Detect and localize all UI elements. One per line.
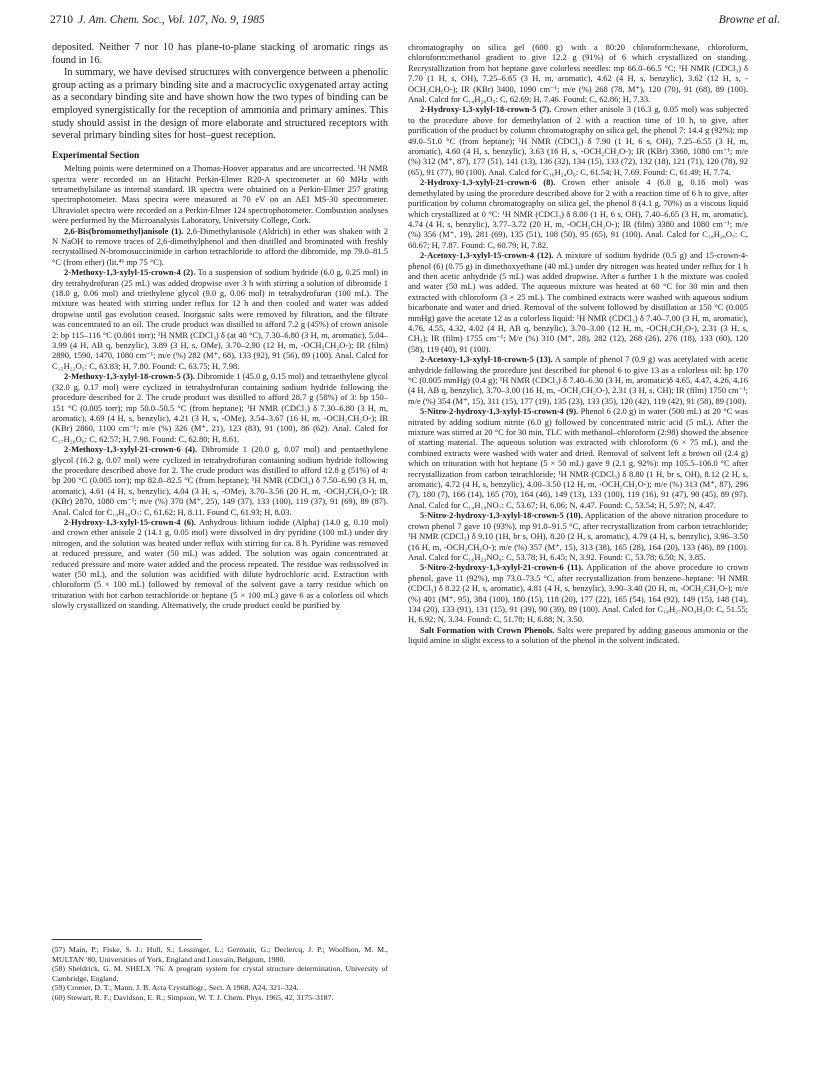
compound-title: 2-Hydroxy-1,3-xylyl-21-crown-6 (8). [420, 177, 556, 188]
procedure-text: Application of the above nitration procedure to crown phenol 7 gave 10 (93%), mp 91.0–91.5 °C, after recrystallization from carbon tetrachloride; ¹H NMR (CDCl₃) δ 9.10 (1H, br s, OH), 8.20 (2 H, s, aromatic), 4.79 (4 H, s, benzylic), 3.96–3.50 (16 H, m, -OCH₂CH₂O-); m/e (%) 357 (M⁺, 15), 313 (38), 165 (28), 164 (20), 133 (46), 89 (100). Anal. Calcd for C₁₆H₂₃NO₈: C, 53.78; H, 6.45; N, 3.92. Found: C, 53.78; 6.50; N, 3.85. [408, 510, 748, 562]
procedure-paragraph [52, 517, 388, 611]
intro-paragraph-2: In summary, we have devised structures with convergence between a phenolic group acting as a primary binding site and a macrocyclic oxygenated array acting as a secondary binding site and have shown how the two types of binding can be employed synergistically for the reception of ammonia and primary amines. This study should assist in the design of more elaborate and structured receptors with several primary binding sites for host–guest reception. [52, 67, 388, 142]
reference-item: (59) Cromer, D. T.; Mann, J. B. Acta Crystallogr., Sect. A 1968, A24, 321–324. [52, 983, 299, 993]
procedure-text: Dibromide 1 (20.0 g, 0.07 mol) and pentaethylene glycol (16.2 g, 0.07 mol) were cyclized in tetrahydrofuran containing sodium hydride following the procedure described above for 2. The crude product was distilled to afford 12.8 g (51%) of 4: bp 200 °C (0.005 torr); mp 82.0–82.5 °C (from heptane); ¹H NMR (CDCl₃) δ 7.50–6.90 (3 H, m, aromatic), 4.61 (4 H, s, benzylic), 4.04 (3 H, s, -OMe), 3.70–3.56 (20 H, m, -OCH₂CH₂O-); IR (KBr) 2870, 1080 cm⁻¹; m/e (%) 370 (M⁺, 25), 149 (37), 133 (100), 119 (37), 91 (69), 89 (87). Anal. Calcd for C₁₉H₃₀O₇: C, 61.62; H, 8.11. Found C, 61.93; H, 8.03. [52, 444, 388, 517]
procedure-text: Phenol 6 (2.0 g) in water (500 mL) at 20 °C was nitrated by adding sodium nitrite (6.0 g) followed by concentrated nitric acid (5 mL). After the mixture was stirred at 20 °C for 30 min, TLC with methanol–chloroform (2:98) showed the absence of starting material. The aqueous solution was extracted with chloroform (6 × 75 mL), and the combined extracts were washed with water and dried. Removal of solvent left a brown oil (2.4 g) which on trituration with hot heptane (5 × 50 mL) gave 9 (2.1 g, 92%): mp 105.5–106.0 °C after recrystallization from carbon tetrachloride; ¹H NMR (CDCl₃) δ 8.80 (1 H, br s, OH), 8.12 (2 H, s, aromatic), 4.72 (4 H, s, benzylic), 4.00–3.50 (12 H, m, -OCH₂CH₂O-); m/e (%) 313 (M⁺, 87), 296 (7), 180 (7), 166 (14), 165 (70), 164 (46), 149 (13), 133 (100), 119 (16), 91 (47), 90 (45), 89 (97). Anal. Calcd for C₁₄H₁₉NO₇: C, 53.67; H, 6.06; N, 4.47. Found: C, 53.54; H, 5.97; N, 4.47. [408, 406, 749, 510]
compound-title: 2-Acetoxy-1,3-xylyl-18-crown-5 (13). [420, 354, 553, 365]
procedure-text: Salts were prepared by adding gaseous ammonia or the liquid amine in slight excess to a solution of the phenol in the solvent indicated. [408, 624, 748, 646]
right-column [408, 42, 748, 646]
journal-citation: J. Am. Chem. Soc., Vol. 107, No. 9, 1985 [78, 14, 265, 26]
procedure-paragraph [52, 444, 388, 517]
procedure-text: A sample of phenol 7 (0.9 g) was acetylated with acetic anhydride following the procedure just described for phenol 6 to give 13 as a colorless oil: bp 170 °C (0.005 mmHg) (0.4 g); ¹H NMR (CDCl₃) δ 7.40–6.30 (3 H, m, aromatic)δ 4.65, 4.47, 4.26, 4.16 (4 H, AB q, benzylic), 3.70–3.00 (16 H, m, -OCH₂CH₂O-), 2.31 (3 H, s, CH); IR (film) 1750 cm⁻¹; m/e (%) 354 (M⁺, 15), 311 (15), 177 (19), 135 (23), 133 (35), 120 (42), 119 (42), 91 (58), 89 (100). [408, 354, 749, 406]
procedure-text: To a suspension of sodium hydride (6.0 g, 0.25 mol) in dry tetrahydrofuran (25 mL) was added dropwise over 3 h with stirring a solution of dibromide 1 (18.0 g, 0.06 mol) and triethylene glycol (9.0 g, 0.06 mol) in tetrahydrofuran (100 mL). The mixture was heated with stirring under reflux for 12 h and then cooled and water was added dropwise until gas evolution ceased. Inorganic salts were removed by filtration, and the filtrate was concentrated to an oil. The crude product was distilled to afford 7.2 g (45%) of crown anisole 2: bp 115–116 °C (0.001 torr); ¹H NMR (CDCl₃) δ (at 40 °C), 7.30–6.80 (3 H, m, aromatic), 5.04–3.99 (4 H, AB q, benzylic), 3.89 (3 H, s, OMe), 3.70–2.90 (12 H, m, -OCH₂CH₂O-); IR (film) 2890, 1590, 1470, 1080 cm⁻¹; m/e (%) 282 (M⁺, 68), 133 (92), 91 (56), 89 (100). Anal. Calcd for C₁₅H₂₂O₅: C, 63.83; H, 7.80. Found: C, 63.75; H, 7.98. [52, 267, 388, 371]
general-methods-paragraph: Melting points were determined on a Thomas-Hoover apparatus and are uncorrected. ¹H NMR spectra were recorded on an Hitachi Perkin-Elmer R20-A spectrometer at 60 MHz with tetramethylsilane as internal standard. IR spectra were obtained on a Perkin-Elmer 257 grating spectrophotometer. Mass spectra were measured at 70 eV on an AEI MS-30 spectrometer. Ultraviolet spectra were recorded on a Perkin-Elmer 124 spectrophotometer. Combustion analyses were performed by the Microanalysis Laboratory, University College, Cork. [52, 163, 388, 226]
procedure-paragraph [52, 226, 388, 268]
procedure-paragraph [408, 354, 748, 406]
procedure-text: Dibromide 1 (45.0 g, 0.15 mol) and tetraethylene glycol (32.0 g, 0.17 mol) were cyclized in tetrahydrofuran containing sodium hydride following the procedure described for 2. The crude product was distilled to afford 28.7 g (58%) of 3: bp 150–151 °C (0.005 torr); mp 50.0–50.5 °C (from heptane); ¹H NMR (CDCl₃) δ 7.30–6.80 (3 H, m, aromatic), 4.69 (4 H, s, benzylic), 4.21 (3 H, s, -OMe), 3.54–3.67 (16 H, m, -OCH₂CH₂O-); IR (KBr) 2860, 1100 cm⁻¹; m/e (%) 326 (M⁺, 21), 123 (83), 91 (100), 86 (62). Anal. Calcd for C₁₇H₂₆O₆: C, 62.57; H, 7.98. Found: C, 62.80; H, 8.61. [52, 371, 389, 444]
procedure-paragraph [408, 104, 748, 177]
reference-item: (58) Sheldrick, G. M. SHELX '76. A program system for crystal structure determination, University of Cambridge, England. [52, 964, 388, 983]
compound-title: 2-Acetoxy-1,3-xylyl-15-crown-4 (12). [420, 250, 554, 261]
procedure-paragraph [408, 250, 748, 354]
compound-title: 5-Nitro-2-hydroxy-1,3-xylyl-18-crown-5 (10). [420, 510, 583, 521]
procedure-text: Crown ether anisole 4 (6.0 g, 0.16 mol) was demethylated by using the procedure described above for 2 with a reaction time of 6 h to give, after purification by column chromatography on silica gel, the phenol 8 (4.1 g, 70%) as a viscous liquid which crystallized at 0 °C: ¹H NMR (CDCl₃) δ 8.00 (1 H, 6 s, OH), 7.40–6.65 (3 H, m, aromatic), 4.74 (4 H, s, benzylic), 3.77–3.72 (20 H, m, -OCH₂CH₂O-); IR (film) 3380 and 1080 cm⁻¹; m/e (%) 356 (M⁺, 19), 281 (69), 135 (51), 108 (50), 95 (65), 91 (100). Anal. Calcd for C₁₈H₂₈O₇: C, 60.67; H, 7.87. Found: C, 60.79; H, 7.82. [408, 177, 748, 250]
procedure-text: Anhydrous lithium iodide (Alpha) (14.0 g, 0.10 mol) and crown ether anisole 2 (14.1 g, 0.05 mol) were dissolved in dry pyridine (100 mL) under dry nitrogen, and the solution was heated under reflux with stirring for ca. 8 h. Pyridine was removed at reduced pressure, and water (50 mL) was added. The solution was again concentrated at reduced pressure and more water added and the process repeated. The residue was redissolved in water (50 mL), and the solution was acidified with dilute hydrochloric acid. Extraction with chloroform (5 × 100 mL) followed by removal of the solvent gave a tarry residue which on trituration with hot carbon tetrachloride or heptane (5 × 100 mL) gave 6 as a colorless oil which slowly crystallized on standing. Alternatively, the crude product could be purified by [52, 516, 388, 611]
reference-item: (60) Stewart, R. F.; Davidson, E. R.; Simpson, W. T. J. Chem. Phys. 1965, 42, 3175–3187. [52, 992, 334, 1002]
compound-title: 2-Methoxy-1,3-xylyl-21-crown-6 (4). [64, 444, 198, 455]
running-authors: Browne et al. [718, 14, 780, 26]
compound-title: 2,6-Bis(bromomethyl)anisole (1). [64, 225, 184, 236]
procedure-text: Crown ether anisole 3 (16.3 g, 0.05 mol) was subjected to the procedure above for demethylation of 2 with a reaction time of 10 h, to give, after purification of the product by column chromatography on silica gel, the phenol 7: 14.4 g (92%); mp 49.0–51.0 °C (from heptane); ¹H NMR (CDCl₃) δ 7.90 (1 H, 6 s, OH), 7.25–6.55 (3 H, m, aromatic), 4.60 (4 H, s, benzylic), 3.63 (16 H, s, -OCH₂CH₂O-); IR (KBr) 3360, 1080 cm⁻¹; m/e (%) 312 (M⁺, 87), 177 (51), 141 (13), 136 (32), 134 (15), 133 (72), 132 (18), 121 (71), 120 (78), 92 (65), 91 (77), 90 (100). Anal. Calcd for C₁₆H₂₄O₆: C, 61.54; H, 7.69. Found: C, 61.49; H, 7.74. [408, 104, 749, 177]
compound-title: 2-Hydroxy-1,3-xylyl-18-crown-5 (7). [420, 104, 552, 115]
procedure-text: A mixture of sodium hydride (0.5 g) and 15-crown-4-phenol (6) (0.75 g) in dimethoxyethane (40 mL) under dry nitrogen was heated under reflux for 1 h and then acetic anhydride (5 mL) was added dropwise. After a further 1 h the mixture was cooled and water (50 mL) was added. The aqueous mixture was heated at 60 °C for 30 min and then extracted with chloroform (3 × 25 mL). The combined extracts were washed with aqueous sodium bicarbonate and water and dried. Removal of the solvent followed by distillation at 150 °C (0.005 mmHg) gave the acetate 12 as a colorless liquid: ¹H NMR (CDCl₃) δ 7.40–7.00 (3 H, m, aromatic), 4.76, 4.55, 4.32, 4.02 (4 H, AB q, benzylic), 3.70–3.00 (12 H, m, -OCH₂CH₂O-), 2.31 (3 H, s, CH₃); IR (film) 1755 cm⁻¹; M/e (%) 310 (M⁺, 28), 282 (12), 268 (26), 276 (18), 133 (60), 120 (58), 119 (40), 91 (100). [408, 250, 749, 354]
procedure-text: 2,6-Dimethylanisole (Aldrich) in ether was shaken with 2 N NaOH to remove traces of 2,6-dimethylphenol and then distilled and brominated with freshly recrystallised N-bromosuccinimide in carbon tetrachloride to afford the dibromide, mp 79.0–81.5 °C (from ether) (lit.⁴¹ mp 75 °C). [52, 225, 388, 267]
procedure-text: Application of the above procedure to crown phenol, gave 11 (92%), mp 73.0–73.5 °C, after recrystallization from benzene–heptane: ¹H NMR (CDCl₃) δ 8.22 (2 H, s, aromatic), 4.81 (4 H, s, benzylic), 3.90–3.40 (20 H, m, -OCH₂CH₂O-); m/e (%) 401 (M⁺, 95), 384 (100), 180 (15), 118 (20), 177 (22), 165 (54), 164 (92), 149 (15), 148 (14), 134 (20), 133 (91), 131 (15), 91 (39), 90 (39), 89 (100). Anal. Calcd for C₁₈H₂₇NO₉H₂O: C, 51.55; H, 6.92; N, 3.34. Found: C, 51.78; H, 6.88; N, 3.50. [408, 562, 749, 625]
compound-title: 5-Nitro-2-hydroxy-1,3-xylyl-15-crown-4 (9). [420, 406, 579, 417]
section-heading: Experimental Section [52, 150, 140, 161]
procedure-paragraph [408, 510, 748, 562]
compound-title: 2-Methoxy-1,3-xylyl-18-crown-5 (3). [64, 371, 195, 382]
procedure-paragraph [52, 267, 388, 371]
procedure-paragraph [408, 406, 748, 510]
page-number: 2710 [50, 14, 73, 26]
references [52, 939, 388, 1003]
reference-item: (57) Main, P.; Fiske, S. J.; Hull, S.; Lessinger, L.; Germain, G.; Declercq, J. P.; Woolfson, M. M., MULTAN '80, Universities of York, England and Louvain, Belgium, 1980. [52, 945, 388, 964]
procedure-paragraph [408, 562, 748, 624]
intro-paragraph-1: deposited. Neither 7 nor 10 has plane-to-plane stacking of aromatic rings as found in 16. [52, 42, 388, 66]
procedure-paragraph [408, 625, 748, 646]
compound-title: 5-Nitro-2-hydroxy-1,3-xylyl-21-crown-6 (11). [420, 562, 584, 573]
compound-title: 2-Methoxy-1,3-xylyl-15-crown-4 (2). [64, 267, 196, 278]
compound-title: 2-Hydroxy-1,3-xylyl-15-crown-4 (6). [64, 516, 197, 527]
procedure-paragraph [408, 177, 748, 250]
procedure-continuation: chromatography on silica gel (600 g) with a 80:20 chloroform:hexane, chloroform, chloroform:methanol gradient to give 12.2 g (91%) of 6 which crystallized on standing. Recrystallization from hot heptane gave colorless needles: mp 66.0–66.5 °C; ¹H NMR (CDCl₃) δ 7.70 (1 H, s, OH), 7.25–6.65 (3 H, m, aromatic), 4.62 (4 H, s, benzylic), 3.62 (12 H, s, -OCH₂CH₂O-); IR (KBr) 3400, 1090 cm⁻¹; m/e (%) 268 (78, M⁺), 120 (70), 91 (68), 89 (100). Anal. Calcd for C₁₄H₂₀O₅: C, 62.69; H, 7.46. Found: C, 62.86; H, 7.33. [408, 42, 748, 105]
compound-title: Salt Formation with Crown Phenols. [420, 624, 555, 635]
left-column [52, 42, 388, 611]
footnote-divider [52, 939, 202, 940]
page-header [50, 14, 780, 32]
procedure-paragraph [52, 371, 388, 444]
